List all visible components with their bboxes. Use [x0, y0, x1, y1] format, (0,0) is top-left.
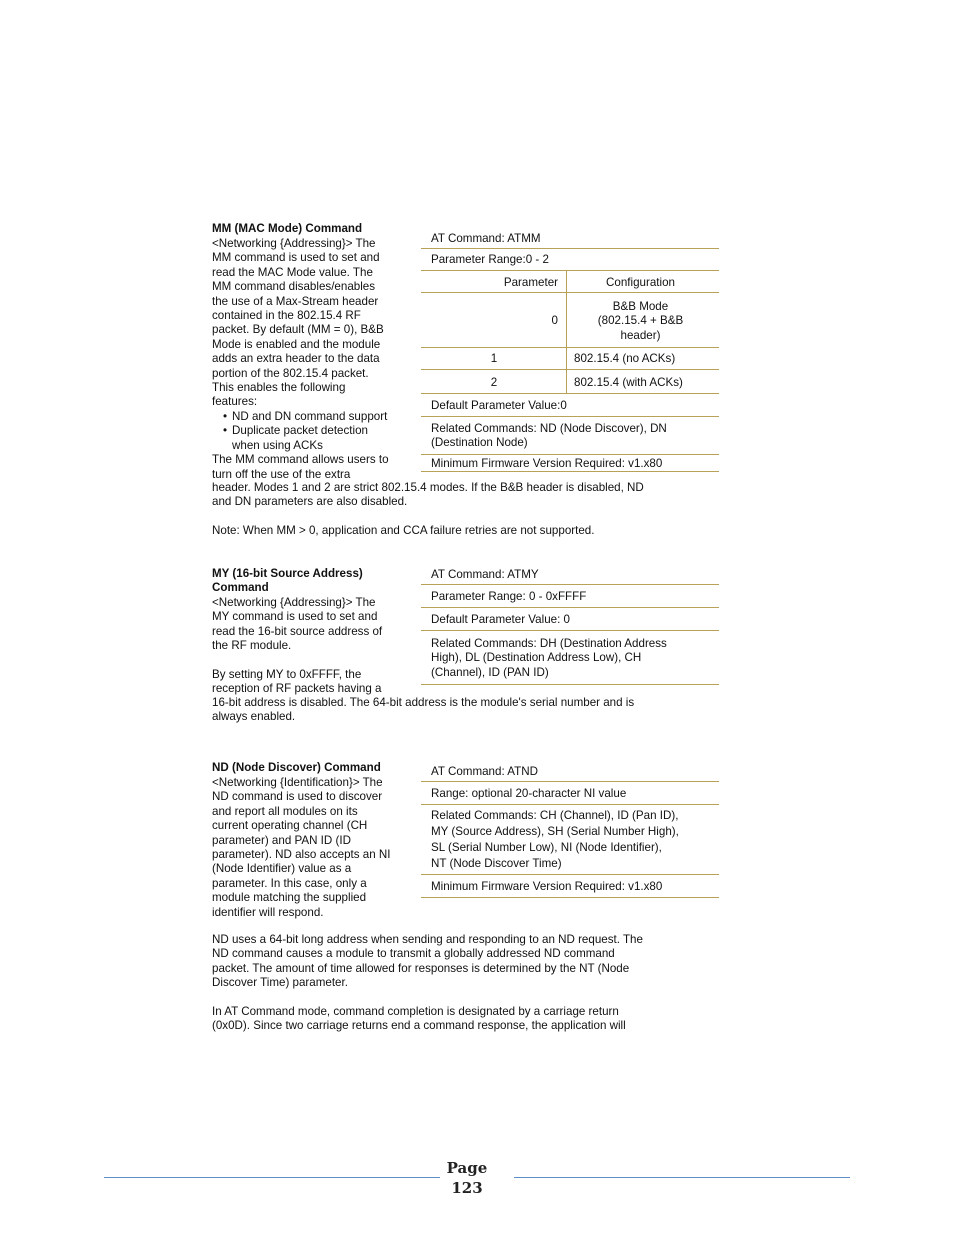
nd-para2-line: packet. The amount of time allowed for responses is determined by the NT (Node	[212, 961, 630, 975]
mm-intro-line: Mode is enabled and the module	[212, 337, 381, 351]
table-rule	[421, 584, 719, 585]
at-command-cell: AT Command: ATMM	[431, 232, 541, 245]
nd-intro-line: current operating channel (CH	[212, 819, 368, 833]
page-number-text: 123	[451, 1179, 483, 1197]
related-line: Related Commands: CH (Channel), ID (Pan ID),	[431, 809, 679, 822]
table-rule	[421, 248, 719, 249]
mm-intro-line: This enables the following	[212, 381, 346, 395]
config-cell	[568, 300, 713, 343]
mm-intro-line: contained in the 802.15.4 RF	[212, 309, 361, 323]
param-cell: 2	[490, 376, 498, 389]
list-item	[212, 439, 410, 453]
default-value-cell: Default Parameter Value:0	[431, 399, 567, 412]
nd-intro-line: parameter). ND also accepts an NI	[212, 848, 391, 862]
my-intro-line: MY command is used to set and	[212, 610, 378, 624]
table-rule	[421, 347, 719, 348]
my-full-paragraph	[212, 696, 702, 725]
my-full-line: 16-bit address is disabled. The 64-bit address is the module's serial number and is	[212, 696, 635, 709]
default-value-cell: Default Parameter Value: 0	[431, 613, 570, 626]
nd-para3-line: In AT Command mode, command completion is designated by a carriage return	[212, 1005, 619, 1018]
table-rule	[421, 393, 719, 394]
min-firmware-cell: Minimum Firmware Version Required: v1.x80	[431, 457, 663, 470]
col-header-configuration: Configuration	[606, 276, 675, 289]
nd-para2-line: Discover Time) parameter.	[212, 976, 348, 990]
config-cell: 802.15.4 (no ACKs)	[574, 352, 676, 365]
related-line: SL (Serial Number Low), NI (Node Identifier),	[431, 841, 662, 854]
range-cell: Range: optional 20-character NI value	[431, 787, 627, 800]
page-number	[440, 1158, 494, 1198]
nd-para2-line: ND command causes a module to transmit a globally addressed ND command	[212, 947, 615, 961]
table-rule	[421, 804, 719, 805]
feature-text: ND and DN command support	[232, 409, 388, 423]
bullet-icon: •	[223, 424, 228, 438]
nd-intro-line: parameter) and PAN ID (ID	[212, 833, 351, 847]
mm-intro-line: the use of a Max-Stream header	[212, 294, 379, 308]
related-commands-cell	[431, 422, 667, 451]
mm-features-list	[212, 410, 410, 453]
table-rule	[421, 607, 719, 608]
my-heading-line: Command	[212, 581, 269, 595]
my-intro-line: <Networking {Addressing}> The	[212, 596, 376, 609]
mm-intro-line: MM command disables/enables	[212, 280, 376, 294]
mm-intro-line: <Networking {Addressing}> The	[212, 237, 376, 250]
table-column-divider	[566, 271, 567, 394]
nd-para3	[212, 1005, 702, 1034]
param-range-cell: Parameter Range:0 - 2	[431, 253, 549, 266]
param-cell: 0	[551, 314, 558, 327]
table-rule	[421, 369, 719, 370]
mm-after-line: The MM command allows users to	[212, 453, 389, 467]
table-rule	[421, 684, 719, 685]
nd-intro-line: ND command is used to discover	[212, 790, 383, 804]
mm-intro-line: features:	[212, 395, 258, 409]
nd-intro	[212, 776, 410, 920]
nd-heading: ND (Node Discover) Command	[212, 761, 381, 774]
related-line: (Destination Node)	[431, 436, 528, 450]
nd-intro-line: parameter. In this case, only a	[212, 876, 367, 890]
my-heading-line: MY (16-bit Source Address)	[212, 567, 363, 580]
footer-rule-left	[104, 1177, 440, 1178]
related-commands-cell	[431, 808, 679, 872]
my-para2	[212, 668, 410, 697]
my-intro-line: the RF module.	[212, 639, 292, 653]
related-line: NT (Node Discover Time)	[431, 857, 562, 870]
nd-intro-line: module matching the supplied	[212, 891, 367, 905]
my-heading	[212, 567, 410, 596]
list-item	[212, 410, 410, 424]
table-rule	[421, 630, 719, 631]
feature-text: Duplicate packet detection	[232, 424, 368, 438]
mm-full-paragraph	[212, 481, 702, 510]
nd-intro-line: (Node Identifier) value as a	[212, 862, 352, 876]
mm-note: Note: When MM > 0, application and CCA failure retries are not supported.	[212, 524, 595, 537]
mm-heading: MM (MAC Mode) Command	[212, 222, 363, 235]
table-rule	[421, 416, 719, 417]
config-line: header)	[620, 328, 661, 342]
related-line: Related Commands: DH (Destination Address	[431, 637, 667, 650]
at-command-cell: AT Command: ATND	[431, 765, 538, 778]
bullet-icon: •	[223, 409, 228, 423]
nd-para2	[212, 933, 702, 991]
nd-intro-line: <Networking {Identification}> The	[212, 776, 383, 789]
table-rule	[421, 781, 719, 782]
related-line: (Channel), ID (PAN ID)	[431, 665, 549, 679]
mm-full-line: and DN parameters are also disabled.	[212, 495, 408, 509]
table-rule	[421, 897, 719, 898]
at-command-cell: AT Command: ATMY	[431, 568, 539, 581]
config-line: (802.15.4 + B&B	[597, 314, 684, 328]
mm-intro	[212, 237, 410, 482]
mm-intro-line: packet. By default (MM = 0), B&B	[212, 323, 384, 337]
mm-after-line: turn off the use of the extra	[212, 467, 351, 481]
nd-para3-line: (0x0D). Since two carriage returns end a command response, the application will	[212, 1019, 626, 1033]
my-full-line: always enabled.	[212, 710, 296, 724]
footer-rule-right	[514, 1177, 850, 1178]
my-intro-line: read the 16-bit source address of	[212, 624, 383, 638]
param-range-cell: Parameter Range: 0 - 0xFFFF	[431, 590, 587, 603]
list-item	[212, 424, 410, 438]
mm-full-line: header. Modes 1 and 2 are strict 802.15.4 modes. If the B&B header is disabled, ND	[212, 481, 644, 494]
mm-intro-line: MM command is used to set and	[212, 251, 380, 265]
table-rule	[421, 270, 719, 271]
my-para2-line: reception of RF packets having a	[212, 682, 382, 696]
param-cell: 1	[490, 352, 498, 365]
related-line: MY (Source Address), SH (Serial Number High),	[431, 825, 679, 838]
my-para2-line: By setting MY to 0xFFFF, the	[212, 668, 362, 681]
related-commands-cell	[431, 637, 667, 680]
table-rule	[421, 471, 719, 472]
col-header-parameter: Parameter	[503, 276, 558, 289]
related-line: Related Commands: ND (Node Discover), DN	[431, 422, 667, 435]
mm-intro-line: adds an extra header to the data	[212, 352, 380, 366]
config-cell: 802.15.4 (with ACKs)	[574, 376, 683, 389]
mm-intro-line: read the MAC Mode value. The	[212, 265, 373, 279]
mm-intro-line: portion of the 802.15.4 packet.	[212, 366, 369, 380]
nd-para2-line: ND uses a 64-bit long address when sending and responding to an ND request. The	[212, 933, 643, 946]
table-rule	[421, 454, 719, 455]
nd-intro-line: identifier will respond.	[212, 905, 324, 919]
my-intro	[212, 596, 410, 654]
feature-text: when using ACKs	[232, 438, 323, 452]
nd-intro-line: and report all modules on its	[212, 804, 358, 818]
table-rule	[421, 292, 719, 293]
page-label-text: Page	[446, 1159, 488, 1177]
table-rule	[421, 874, 719, 875]
min-firmware-cell: Minimum Firmware Version Required: v1.x80	[431, 880, 663, 893]
related-line: High), DL (Destination Address Low), CH	[431, 651, 642, 665]
config-line: B&B Mode	[612, 300, 669, 313]
